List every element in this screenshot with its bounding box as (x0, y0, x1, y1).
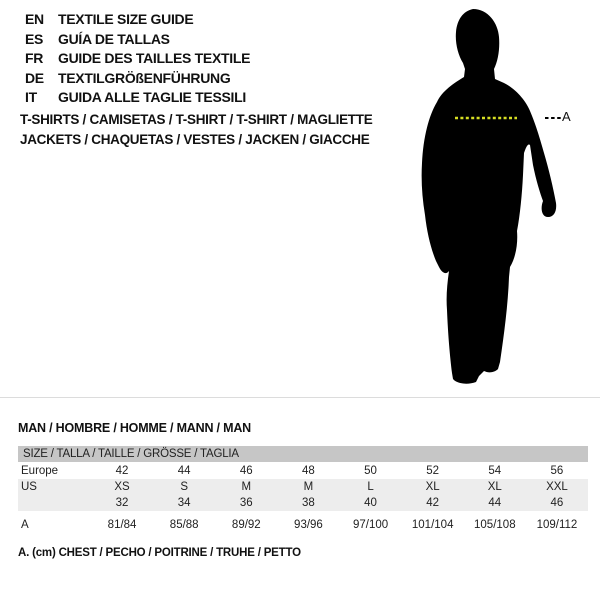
divider-line (0, 397, 600, 398)
language-row (25, 30, 250, 50)
size-value-cell: 105/108 (474, 519, 516, 531)
row-label-cell: US (21, 481, 37, 493)
size-value-cell: XXL (546, 481, 568, 493)
size-table (18, 446, 588, 534)
language-code: EN (25, 11, 44, 27)
row-label-cell: A (21, 519, 29, 531)
size-value-cell: M (241, 481, 252, 493)
row-label-cell: Europe (21, 464, 59, 477)
size-value-cell: 81/84 (107, 519, 137, 531)
section-title-man: MAN / HOMBRE / HOMME / MANN / MAN (18, 421, 251, 435)
size-value-cell: 97/100 (352, 519, 389, 531)
size-table-grid (18, 462, 588, 534)
size-value-cell: 50 (364, 464, 377, 477)
size-table-header: SIZE / TALLA / TAILLE / GRÖSSE / TAGLIA (18, 446, 588, 462)
size-value-cell: 48 (302, 464, 315, 477)
language-code: DE (25, 69, 44, 86)
language-label: GUIDE DES TAILLES TEXTILE (58, 50, 251, 66)
size-value-cell: 56 (550, 464, 564, 477)
measure-label-a: A (562, 109, 571, 124)
size-value-cell: 52 (426, 464, 440, 477)
language-code: ES (25, 30, 44, 47)
size-value-cell: 42 (426, 497, 440, 509)
category-line: JACKETS / CHAQUETAS / VESTES / JACKEN / GIACCHE (20, 131, 370, 147)
footnote-chest: A. (cm) CHEST / PECHO / POITRINE / TRUHE / PETTO (18, 547, 301, 559)
language-row (25, 10, 250, 30)
size-value-cell: 101/104 (411, 519, 454, 531)
size-value-cell: 89/92 (231, 519, 261, 531)
man-silhouette-path (422, 9, 557, 384)
size-value-cell: S (180, 481, 189, 493)
language-label: GUÍA DE TALLAS (58, 30, 170, 47)
size-value-cell: XL (425, 481, 440, 493)
table-row (18, 511, 588, 534)
size-value-cell: 32 (115, 497, 129, 509)
language-list (25, 10, 250, 108)
row-label-cell (18, 495, 91, 511)
size-value-cell: 36 (239, 497, 253, 509)
size-value-cell: 40 (364, 497, 377, 509)
size-value-cell: XS (114, 481, 130, 493)
language-row (25, 88, 250, 108)
size-value-cell: 85/88 (169, 519, 199, 531)
size-value-cell: 34 (177, 497, 191, 509)
man-silhouette (410, 5, 570, 390)
table-row (18, 479, 588, 495)
size-value-cell: M (303, 481, 314, 493)
size-value-cell: 109/112 (536, 519, 578, 531)
language-label: GUIDA ALLE TAGLIE TESSILI (58, 89, 246, 105)
category-line: T-SHIRTS / CAMISETAS / T-SHIRT / T-SHIRT / MAGLIETTE (20, 112, 373, 127)
language-label: TEXTILGRÖßENFÜHRUNG (58, 69, 231, 86)
size-value-cell: 93/96 (294, 519, 323, 531)
language-row (25, 69, 250, 89)
size-value-cell: 46 (239, 464, 253, 477)
language-code: IT (25, 89, 37, 105)
size-value-cell: 46 (550, 497, 564, 509)
size-value-cell: 44 (177, 464, 191, 477)
language-row (25, 49, 250, 69)
category-list (20, 110, 372, 149)
size-value-cell: 42 (115, 464, 129, 477)
size-value-cell: XL (487, 481, 502, 493)
table-row (18, 495, 588, 511)
size-value-cell: 38 (302, 497, 315, 509)
size-value-cell: L (367, 481, 374, 493)
language-code: FR (25, 50, 44, 66)
language-label: TEXTILE SIZE GUIDE (58, 11, 194, 27)
size-value-cell: 44 (488, 497, 502, 509)
size-value-cell: 54 (488, 464, 502, 477)
table-row (18, 462, 588, 479)
